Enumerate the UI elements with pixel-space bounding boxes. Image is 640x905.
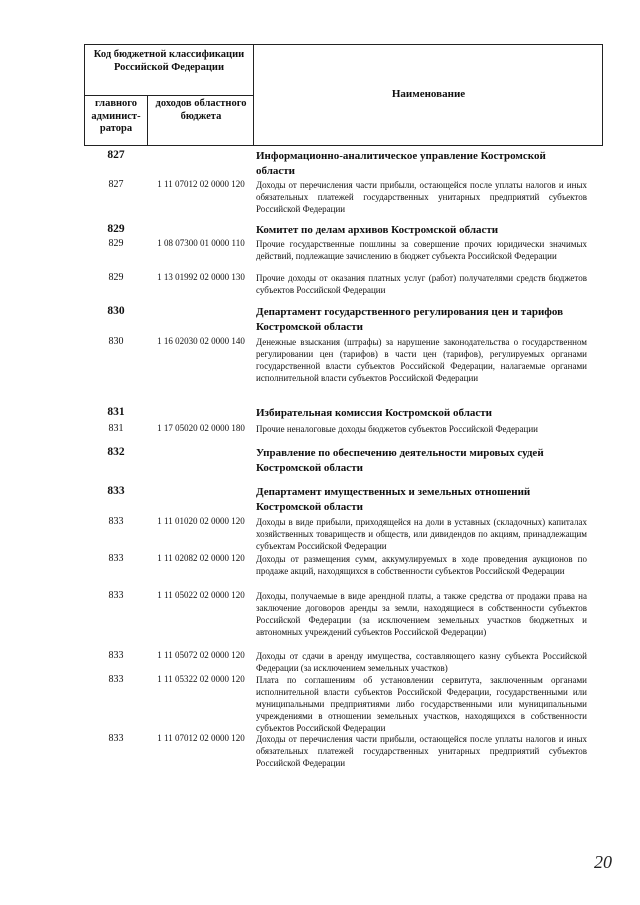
department-name: Информационно-аналитическое управление Костромской области	[256, 150, 546, 177]
admin-code: 830	[108, 336, 124, 347]
admin-code: 829	[108, 272, 124, 283]
income-name: Прочие неналоговые доходы бюджетов субъектов Российской Федерации	[256, 424, 538, 434]
income-name: Доходы от перечисления части прибыли, остающейся после уплаты налогов и иных обязательных платежей государственных унитарных предприятий субъектов Российской Федерации	[256, 180, 587, 214]
income-name: Доходы от перечисления части прибыли, остающейся после уплаты налогов и иных обязательных платежей государственных унитарных предприятий субъектов Российской Федерации	[256, 734, 587, 768]
income-code: 1 08 07300 01 0000 110	[157, 238, 245, 248]
header-col-name: Наименование	[391, 88, 466, 100]
income-name: Плата по соглашениям об установлении сервитута, заключенным органами исполнительной власти субъектов Российской Федерации, государственными или муниципальными предприятиями либо государственными или муниципальными учреждениями в отношении земельных участков, находящихся в собственности субъектов Российской Федерации	[256, 675, 587, 733]
admin-code: 830	[107, 305, 125, 317]
admin-code: 833	[108, 674, 124, 685]
department-name: Департамент имущественных и земельных отношений Костромской области	[256, 486, 531, 513]
admin-code: 827	[108, 179, 124, 190]
department-name: Управление по обеспечению деятельности мировых судей Костромской области	[256, 447, 544, 474]
income-code: 1 11 05072 02 0000 120	[157, 650, 245, 660]
admin-code: 832	[107, 446, 125, 458]
income-code: 1 11 05322 02 0000 120	[157, 674, 245, 684]
table-header	[84, 44, 603, 146]
income-code: 1 11 07012 02 0000 120	[157, 733, 245, 743]
income-name: Доходы, получаемые в виде арендной платы, а также средства от продажи права на заключение договоров аренды за земли, находящиеся в собственности субъектов Российской Федерации (за исключением земельных участков бюджетных и автономных учреждений субъектов Российской Федерации)	[256, 591, 587, 637]
admin-code: 827	[107, 149, 125, 161]
department-name: Избирательная комиссия Костромской области	[256, 407, 493, 419]
admin-code: 831	[107, 406, 125, 418]
admin-code: 833	[107, 485, 125, 497]
income-name: Прочие государственные пошлины за совершение прочих юридически значимых действий, подлежащие зачислению в бюджет субъекта Российской Федерации	[256, 239, 587, 261]
admin-code: 833	[108, 590, 124, 601]
header-col-income: доходов областного бюджета	[155, 98, 247, 122]
income-name: Доходы от размещения сумм, аккумулируемых в ходе проведения аукционов по продаже акций, находящихся в собственности субъектов Российской Федерации	[256, 554, 587, 576]
income-name: Доходы в виде прибыли, приходящейся на доли в уставных (складочных) капиталах хозяйственных товариществ и обществ, или дивидендов по акциям, принадлежащим субъектам Российской Федерации	[256, 517, 587, 551]
income-code: 1 11 01020 02 0000 120	[157, 516, 245, 526]
department-name: Департамент государственного регулирования цен и тарифов Костромской области	[256, 306, 564, 333]
admin-code: 833	[108, 516, 124, 527]
header-group-title: Код бюджетной классификации Российской Федерации	[93, 49, 245, 73]
income-name: Прочие доходы от оказания платных услуг (работ) получателями средств бюджетов субъектов Российской Федерации	[256, 273, 587, 295]
income-code: 1 11 07012 02 0000 120	[157, 179, 245, 189]
header-col-admin: главного админист-ратора	[91, 98, 141, 134]
department-name: Комитет по делам архивов Костромской области	[256, 224, 499, 236]
admin-code: 833	[108, 733, 124, 744]
page-number: 20	[594, 852, 612, 872]
admin-code: 833	[108, 553, 124, 564]
income-code: 1 13 01992 02 0000 130	[157, 272, 245, 282]
income-name: Доходы от сдачи в аренду имущества, составляющего казну субъекта Российской Федерации (за исключением земельных участков)	[256, 651, 587, 673]
income-code: 1 11 02082 02 0000 120	[157, 553, 245, 563]
admin-code: 833	[108, 650, 124, 661]
admin-code: 831	[108, 423, 124, 434]
admin-code: 829	[107, 223, 125, 235]
income-name: Денежные взыскания (штрафы) за нарушение законодательства о государственном регулировании цен (тарифов) в части цен (тарифов), регулируемых органами государственной власти субъектов Российской Федерации, налагаемые органами исполнительной власти субъектов Российской Федерации	[256, 337, 587, 383]
admin-code: 829	[108, 238, 124, 249]
income-code: 1 17 05020 02 0000 180	[157, 423, 245, 433]
income-code: 1 16 02030 02 0000 140	[157, 336, 245, 346]
income-code: 1 11 05022 02 0000 120	[157, 590, 245, 600]
